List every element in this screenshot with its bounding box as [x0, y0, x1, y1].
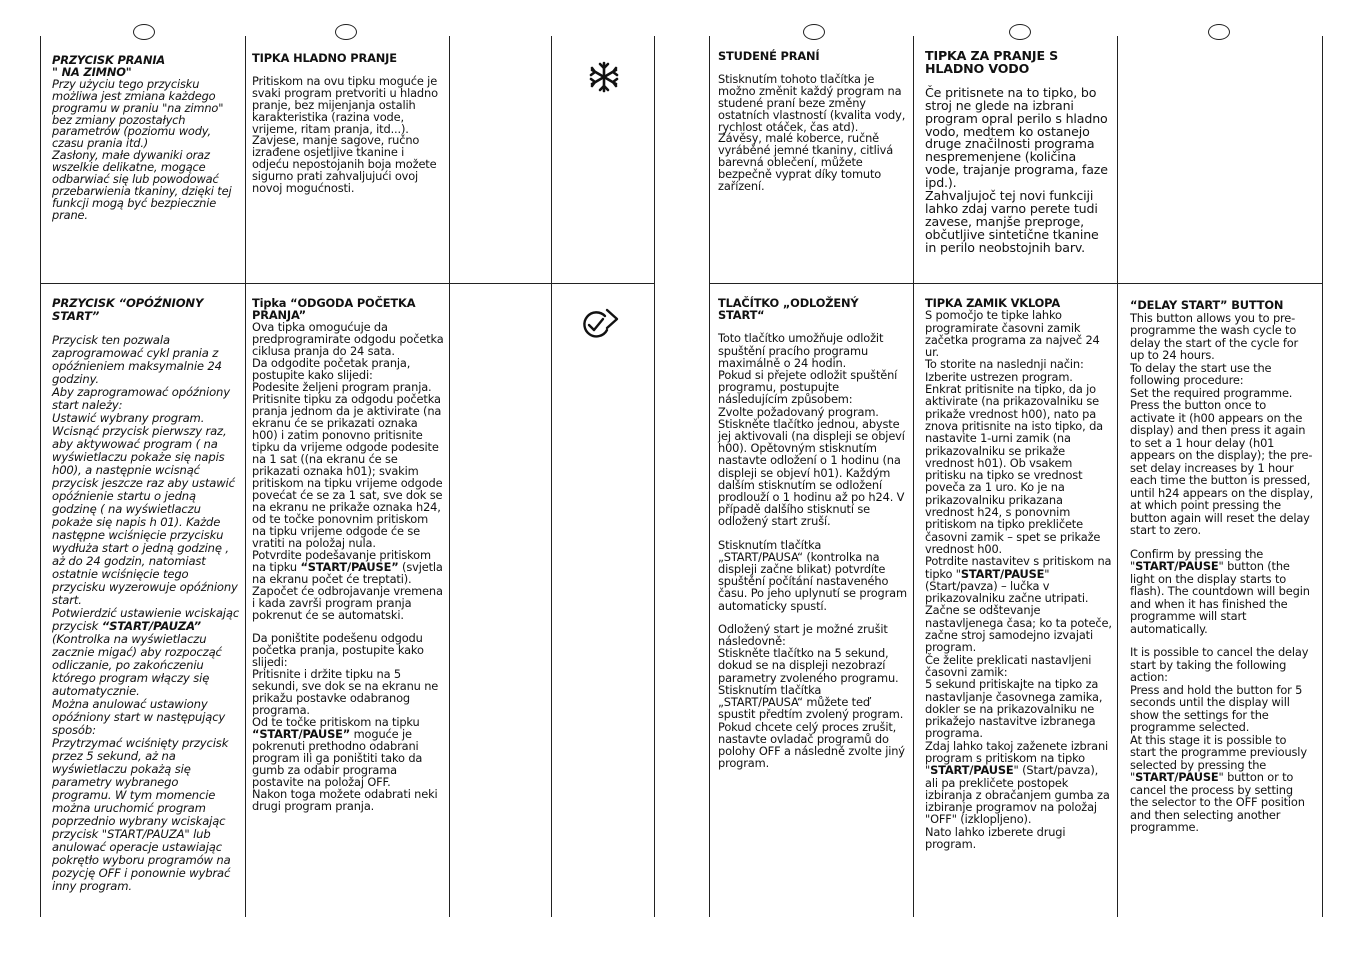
punch-hole [335, 24, 357, 40]
section-paragraph: Confirm by pressing the " [1130, 546, 1264, 573]
column-divider [1117, 36, 1118, 917]
column-divider [40, 36, 41, 917]
start-pause-label: START/PAUSE [1135, 770, 1219, 784]
section-heading: TIPKA HLADNO PRANJE [252, 51, 397, 65]
column-divider [245, 36, 246, 917]
section-paragraph: It is possible to cancel the delay start by taking the following action: Press and hold the button for 5 seconds until the display will show the settings for the programme selected. At this stage it is possible to start the programme previously selected by pressing the " [1130, 645, 1309, 784]
section-paragraph-continued: " (Start/pavza) – lučka v prikazovalniku začne utripati. Začne se odštevanje nastavljenega časa; ko ta poteče, začne stroj samodejno izvajati program. Če želite preklicati nastavljeni časovni zamik: 5 sekund pritiskajte na tipko za nastavljanje časovnega zamika, dokler se na prikazovalniku ne prikažejo nastavitve izbranega programa. Zdaj lahko takoj zaženete izbrani program s pritiskom na tipko " [925, 566, 1112, 778]
section-paragraph-continued: moguće je pokrenuti prethodno odabrani program ili ga poništiti tako da gumb za odabir programa postavite na položaj OFF. Nakon toga možete odabrati neki drugi program pranja. [252, 727, 438, 813]
delay-clock-icon [581, 306, 621, 342]
section-body: Stisknutím tohoto tlačítka je možno změnit každý program na studené praní beze změny ostatních vlastností (kvalita vody, rychlost otáček, čas atd). Závěsy, malé koberce, ručně vyráběné jemné tkaniny, citlivá barevná oblečení, můžete bezpečně vyprat díky tomuto zařízení. [718, 71, 906, 194]
czech-delay-start-section [718, 297, 908, 780]
section-paragraph-continued: " (Start/pavza), ali pa prekličete postopek izbiranja z obračanjem gumba za izbiranje programov na položaj "OFF" (izklopljeno). Nato lahko izberete drugi program. [925, 763, 1110, 852]
section-paragraph: Odložený start je možné zrušit následovně: Stiskněte tlačítko na 5 sekund, dokud se na displeji nezobrazí parametry zvoleného programu. Stisknutím tlačítka „START/PAUSA“ můžete teď spustit předtím zvolený program. Pokud chcete celý proces zrušit, nastavte ovladač programů do polohy OFF a následně zvolte jiný program. [718, 621, 905, 771]
section-paragraph-continued: (svjetla na ekranu počet će treptati). Započet će odbrojavanje vremena i kada završi program pranja pokrenut će se automatski. [252, 560, 443, 622]
column-divider [709, 36, 710, 917]
section-body: Pritiskom na ovu tipku moguće je svaki program pretvoriti u hladno pranje, bez mijenjanja ostalih karakteristika (razina vode, vrijeme, ritam pranja, itd...). Zavjese, manje sagove, ručno izrađene osjetljive tkanine i odjeću nepostojanih boja možete sigurno prati zahvaljujući ovoj novoj mogućnosti. [252, 73, 438, 196]
section-paragraph-continued: " button (the light on the display starts to flash). The countdown will begin and when it has finished the programme will start automatically. [1130, 559, 1310, 636]
croatian-cold-wash-section [252, 53, 442, 195]
section-paragraph: Ova tipka omogućuje da predprogramirate odgodu početka ciklusa pranja do 24 sata. Da odgodite početak pranja, postupite kako slijedi: Podesite željeni program pranja. Pritisnite tipku za odgodu početka pranja jednom da je aktivirate (na ekranu će se prikazati oznaka h00) i zatim ponovno pritisnite tipku da vrijeme odgode podesite na 1 sat ((na ekranu će se prikazati oznaka h01); svakim pritiskom na tipku vrijeme odgode povećat će se za 1 sat, sve dok se na ekranu ne prikaže oznaka h24, od te točke ponovnim pritiskom na tipku vrijeme odgode će se vratiti na položaj nula. Potvrdite podešavanje pritiskom na tipku [252, 320, 444, 574]
start-pause-label: START/PAUSE [960, 566, 1045, 581]
section-body: Če pritisnete na to tipko, bo stroj ne glede na izbrani program opral perilo s hladno vodo, medtem ko ostanejo druge značilnosti programa nespremenjene (količina vode, trajanje programa, faze ipd.). Zahvaljujoč tej novi funkciji lahko zdaj varno perete tudi zavese, manjše preproge, občutljive sintetične tkanine in perilo neobstojnih barv. [925, 84, 1108, 255]
punch-hole [133, 24, 155, 40]
column-divider [1322, 36, 1323, 917]
section-paragraph: Stisknutím tlačítka „START/PAUSA“ (kontrolka na displeji začne blikat) potvrdíte spuštění počítání nastaveného času. Po jeho uplynutí se program automaticky spustí. [718, 537, 907, 613]
start-pause-label: “START/PAUZA” [101, 619, 201, 633]
snowflake-icon [587, 60, 621, 94]
punch-hole [1208, 24, 1230, 40]
section-heading: TIPKA ZA PRANJE S HLADNO VODO [925, 48, 1059, 76]
start-pause-label: START/PAUSE [930, 763, 1014, 778]
section-heading: TIPKA ZAMIK VKLOPA [925, 296, 1060, 310]
polish-cold-wash-section [52, 55, 240, 222]
section-heading: PRZYCISK PRANIA " NA ZIMNO" [52, 53, 166, 79]
section-paragraph: Da poništite podešenu odgodu početka pranja, postupite kako slijedi: Pritisnite i držite tipku na 5 sekundi, sve dok se na ekranu ne prikažu postavke odabranog programa. Od te točke pritiskom na tipku [252, 631, 439, 729]
section-body: Przycisk ten pozwala zaprogramować cykl prania z opóźnieniem maksymalnie 24 godziny. Aby zaprogramować opóźniony start należy: Ustawić wybrany program. Wcisnąć przycisk pierwszy raz, aby aktywować program ( na wyświetlaczu pokaże się napis h00), a następnie wcisnąć przycisk jeszcze raz aby ustawić opóźnienie startu o jedną godzinę ( na wyświetlaczu pokaże się napis h 01). Każde następne wciśnięcie przycisku wydłuża start o jedną godzinę , aż do 24 godzin, natomiast ostatnie wciśnięcie tego przycisku wyzerowuje opóźniony start. Potwierdzić ustawienie wciskając przycisk [52, 333, 240, 633]
english-delay-start-section [1130, 299, 1314, 845]
start-pause-label: “START/PAUSE” [252, 727, 351, 741]
section-heading: PRZYCISK “OPÓŹNIONY START” [52, 296, 204, 323]
slovenian-delay-start-section [925, 297, 1113, 850]
section-paragraph: Toto tlačítko umožňuje odložit spuštění pracího programu maximálně o 24 hodin. Pokud si přejete odložit spuštění programu, postupujte následujícím způsobem: Zvolte požadovaný program. Stiskněte tlačítko jednou, abyste jej aktivovali (na displeji se objeví h00). Opětovným stisknutím nastavte odložení o 1 hodinu (na displeji se objeví h01). Každým dalším stisknutím se odložení prodlouží o 1 hodinu až po h24. V případě dalšího stisknutí se odložený start zruší. [718, 331, 905, 529]
section-paragraph: S pomočjo te tipke lahko programirate časovni zamik začetka programa za največ 24 ur. To storite na naslednji način: Izberite ustrezen program. Enkrat pritisnite na tipko, da jo aktivirate (na prikazovalniku se prikaže vrednost h00), nato pa znova pritisnite na isto tipko, da nastavite 1-urni zamik (na prikazovalniku se prikaže vrednost h01). Ob vsakem pritisku na tipko se vrednost poveča za 1 uro. Ko je na prikazovalniku prikazana vrednost h24, s ponovnim pritiskom na tipko prekličete časovni zamik – spet se prikaže vrednost h00. Potrdite nastavitev s pritiskom na tipko " [925, 308, 1112, 581]
section-body: Przy użyciu tego przycisku możliwa jest zmiana każdego programu w praniu "na zimno" bez zmiany pozostałych parametrów (poziomu wody, czasu prania itd.) Zasłony, małe dywaniki oraz wszelkie delikatne, mogące odbarwiać się lub powodować przebarwienia tkaniny, dzięki tej funkcji mogą być bezpiecznie prane. [52, 76, 232, 222]
punch-hole [1009, 24, 1031, 40]
section-heading: “DELAY START” BUTTON [1130, 298, 1284, 312]
punch-hole [803, 24, 825, 40]
czech-cold-wash-section [718, 51, 908, 193]
column-divider [551, 36, 552, 917]
start-pause-label: START/PAUSE [1135, 559, 1219, 573]
section-heading: TLAČÍTKO „ODLOŽENÝ START“ [718, 296, 859, 323]
column-divider [449, 36, 450, 917]
section-heading: STUDENÉ PRANÍ [718, 49, 820, 63]
polish-delay-start-section [52, 297, 240, 893]
section-paragraph: This button allows you to pre-programme the wash cycle to delay the start of the cycle for up to 24 hours. To delay the start use the following procedure: Set the required programme. Press the button once to activate it (h00 appears on the display) and then press it again to set a 1 hour delay (h01 appears on the display); the pre-set delay increases by 1 hour each time the button is pressed, until h24 appears on the display, at which point pressing the button again will reset the delay start to zero. [1130, 310, 1314, 537]
section-heading: Tipka “ODGODA POČETKA PRANJA” [252, 296, 416, 322]
row-divider [40, 283, 654, 284]
section-body-continued: (Kontrolka na wyświetlaczu zacznie migać) aby rozpocząć odliczanie, po zakończeniu którego program włączy się automatycznie. Można anulować ustawiony opóźniony start w następujący sposób: Przytrzymać wciśnięty przycisk przez 5 sekund, aż na wyświetlaczu pokażą się parametry wybranego programu. W tym momencie można uruchomić program poprzednio wybrany wciskając przycisk "START/PAUZA" lub anulować operacje ustawiając pokrętło wyboru programów na pozycję OFF i ponownie wybrać inny program. [52, 632, 231, 893]
croatian-delay-start-section [252, 297, 444, 823]
column-divider [913, 36, 914, 917]
start-pause-label: “START/PAUSE” [300, 560, 399, 574]
section-paragraph-continued: " button or to cancel the process by setting the selector to the OFF position and then selecting another programme. [1130, 770, 1305, 834]
column-divider [654, 36, 655, 917]
row-divider [709, 283, 1323, 284]
slovenian-cold-wash-section [925, 50, 1111, 255]
